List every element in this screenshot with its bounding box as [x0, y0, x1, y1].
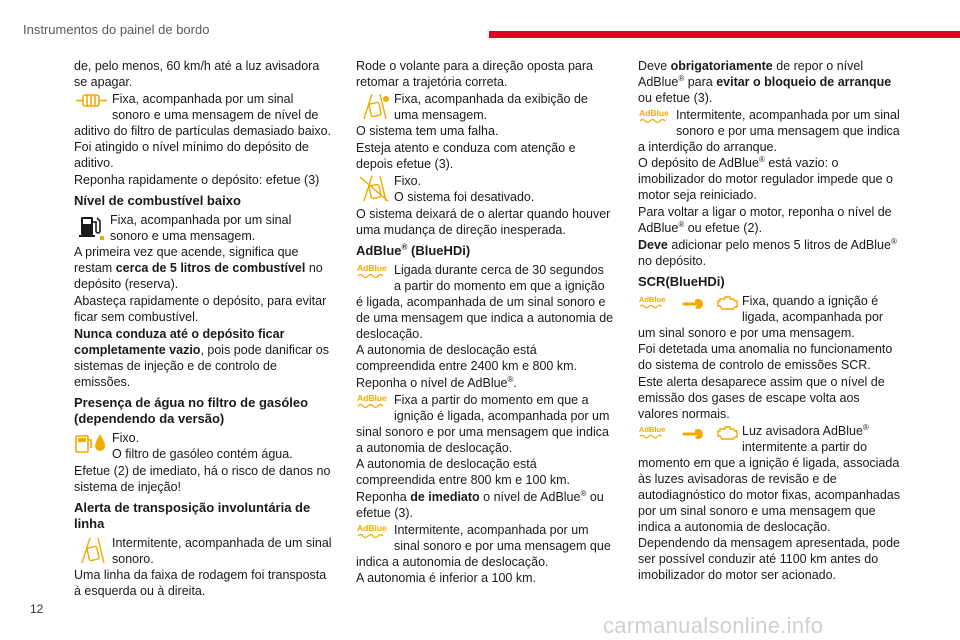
paragraph: O sistema deixará de o alertar quando houver uma mudança de direção inesperada.	[356, 207, 611, 237]
paragraph: O filtro de gasóleo contém água.	[112, 447, 293, 461]
section-heading: Alerta de transposição involuntária de linha	[74, 500, 311, 531]
paragraph: Foi atingido o nível mínimo do depósito de aditivo.	[74, 140, 309, 170]
warning-entry	[356, 262, 614, 342]
column-1	[74, 58, 332, 600]
paragraph: Para voltar a ligar o motor, reponha o nível de AdBlue® ou efetue (2).	[638, 205, 892, 235]
watermark-text: carmanualsonline.info	[603, 613, 824, 638]
paragraph: Esteja atento e conduza com atenção e depois efetue (3).	[356, 141, 576, 171]
warning-entry	[356, 173, 614, 189]
paragraph: A autonomia é inferior a 100 km.	[356, 571, 536, 585]
adblue-icon	[638, 107, 674, 127]
warning-entry	[74, 535, 332, 567]
entry-text: Fixa, acompanhada por um sinal sonoro e uma mensagem.	[110, 213, 292, 243]
paragraph: Foi detetada uma anomalia no funcionamento do sistema de controlo de emissões SCR.	[638, 342, 893, 372]
section-heading: AdBlue® (BlueHDi)	[356, 242, 471, 258]
page-header-title: Instrumentos do painel de bordo	[23, 22, 210, 37]
entry-text: Fixo.	[394, 174, 422, 188]
entry-text: Fixa a partir do momento em que a ignição é ligada, acompanhada por um sinal sonoro e por uma mensagem que indica a autonomia de deslocação.	[356, 393, 610, 455]
paragraph: Nunca conduza até o depósito ficar completamente vazio, pois pode danificar os sistemas de injeção e de controlo de emissões.	[74, 327, 329, 389]
paragraph: Este alerta desaparece assim que o nível de emissão dos gases de escape volta aos valores normais.	[638, 375, 885, 421]
warning-entry	[74, 91, 332, 139]
warning-entry	[638, 423, 900, 535]
paragraph: Rode o volante para a direção oposta para retomar a trajetória correta.	[356, 59, 593, 89]
column-2	[356, 58, 614, 587]
paragraph: Reponha rapidamente o depósito: efetue (3)	[74, 173, 320, 187]
entry-text: Intermitente, acompanhada de um sinal sonoro.	[112, 536, 332, 566]
entry-text: Fixa, acompanhada por um sinal sonoro e uma mensagem de nível de aditivo do filtro de partículas demasiado baixo.	[74, 92, 332, 138]
adblue-icon	[356, 262, 392, 282]
entry-text: Luz avisadora AdBlue® intermitente a partir do momento em que a ignição é ligada, associada às luzes avisadoras de revisão e de autodiagnóstico do motor fixas, acompanhadas por um sinal sonoro e uma mensagem que indica a autonomia de deslocação.	[638, 422, 900, 534]
paragraph: Deve adicionar pelo menos 5 litros de AdBlue® no depósito.	[638, 236, 897, 268]
entry-text: Fixo.	[112, 431, 140, 445]
paragraph: Reponha de imediato o nível de AdBlue® ou efetue (3).	[356, 488, 604, 520]
warning-entry	[356, 522, 614, 570]
paragraph: A autonomia de deslocação está compreendida entre 800 km e 100 km.	[356, 457, 571, 487]
page-number: 12	[30, 602, 44, 616]
paragraph: Reponha o nível de AdBlue®.	[356, 374, 517, 390]
warning-entry	[74, 430, 332, 446]
warning-entry	[638, 107, 900, 155]
particle-filter-icon	[74, 91, 110, 111]
adblue-icon	[638, 294, 670, 312]
paragraph: O depósito de AdBlue® está vazio: o imobilizador do motor regulador impede que o motor seja reiniciado.	[638, 154, 894, 202]
water-in-fuel-icon	[74, 430, 110, 456]
svg-text:AdBlue: AdBlue	[638, 295, 666, 305]
svg-text:AdBlue: AdBlue	[357, 393, 387, 403]
adblue-icon	[638, 424, 670, 442]
entry-text: Fixa, acompanhada da exibição de uma mensagem.	[394, 92, 588, 122]
wrench-icon	[682, 425, 704, 441]
scr-warning-icon-group	[638, 293, 740, 313]
lane-departure-fault-icon	[356, 91, 392, 121]
section-heading: SCR(BlueHDi)	[638, 274, 725, 289]
paragraph: Efetue (2) de imediato, há o risco de danos no sistema de injeção!	[74, 464, 331, 494]
fuel-pump-icon	[74, 212, 108, 242]
paragraph: Deve obrigatoriamente de repor o nível AdBlue® para evitar o bloqueio de arranque ou efetue (3).	[638, 59, 892, 105]
paragraph: O sistema foi desativado.	[394, 190, 535, 204]
engine-icon	[716, 293, 740, 313]
entry-text: Ligada durante cerca de 30 segundos a partir do momento em que a ignição é ligada, acompanhada de um sinal sonoro e de uma mensagem que indica a autonomia de deslocação.	[356, 263, 614, 341]
warning-entry	[356, 91, 614, 123]
paragraph: O sistema tem uma falha.	[356, 124, 499, 138]
warning-entry	[638, 293, 900, 341]
svg-text:AdBlue: AdBlue	[638, 425, 666, 435]
scr-warning-icon-group	[638, 423, 740, 443]
paragraph: Uma linha da faixa de rodagem foi transposta à esquerda ou à direita.	[74, 568, 327, 598]
entry-text: Fixa, quando a ignição é ligada, acompanhada por um sinal sonoro e por uma mensagem.	[638, 294, 884, 340]
header-accent-bar	[489, 31, 960, 38]
wrench-icon	[682, 295, 704, 311]
svg-text:AdBlue: AdBlue	[639, 108, 669, 118]
warning-entry	[74, 212, 332, 244]
svg-text:AdBlue: AdBlue	[357, 523, 387, 533]
lane-departure-icon	[74, 535, 110, 565]
adblue-icon	[356, 392, 392, 412]
engine-icon	[716, 423, 740, 443]
svg-text:AdBlue: AdBlue	[357, 263, 387, 273]
paragraph: A primeira vez que acende, significa que restam cerca de 5 litros de combustível no depósito (reserva).	[74, 245, 323, 291]
entry-text: Intermitente, acompanhada por um sinal sonoro e por uma mensagem que indica a autonomia de deslocação.	[356, 523, 611, 569]
lane-departure-off-icon	[356, 173, 392, 203]
paragraph: de, pelo menos, 60 km/h até a luz avisadora se apagar.	[74, 59, 320, 89]
section-heading: Nível de combustível baixo	[74, 193, 241, 208]
paragraph: A autonomia de deslocação está compreendida entre 2400 km e 800 km.	[356, 343, 577, 373]
section-heading: Presença de água no filtro de gasóleo (dependendo da versão)	[74, 395, 309, 426]
column-3	[638, 58, 900, 584]
warning-entry	[356, 392, 614, 456]
entry-text: Intermitente, acompanhada por um sinal sonoro e por uma mensagem que indica a interdição do arranque.	[638, 108, 900, 154]
adblue-icon	[356, 522, 392, 542]
paragraph: Abasteça rapidamente o depósito, para evitar ficar sem combustível.	[74, 294, 327, 324]
paragraph: Dependendo da mensagem apresentada, pode ser possível conduzir até 1100 km antes do imobilizador do motor ser acionado.	[638, 536, 901, 582]
